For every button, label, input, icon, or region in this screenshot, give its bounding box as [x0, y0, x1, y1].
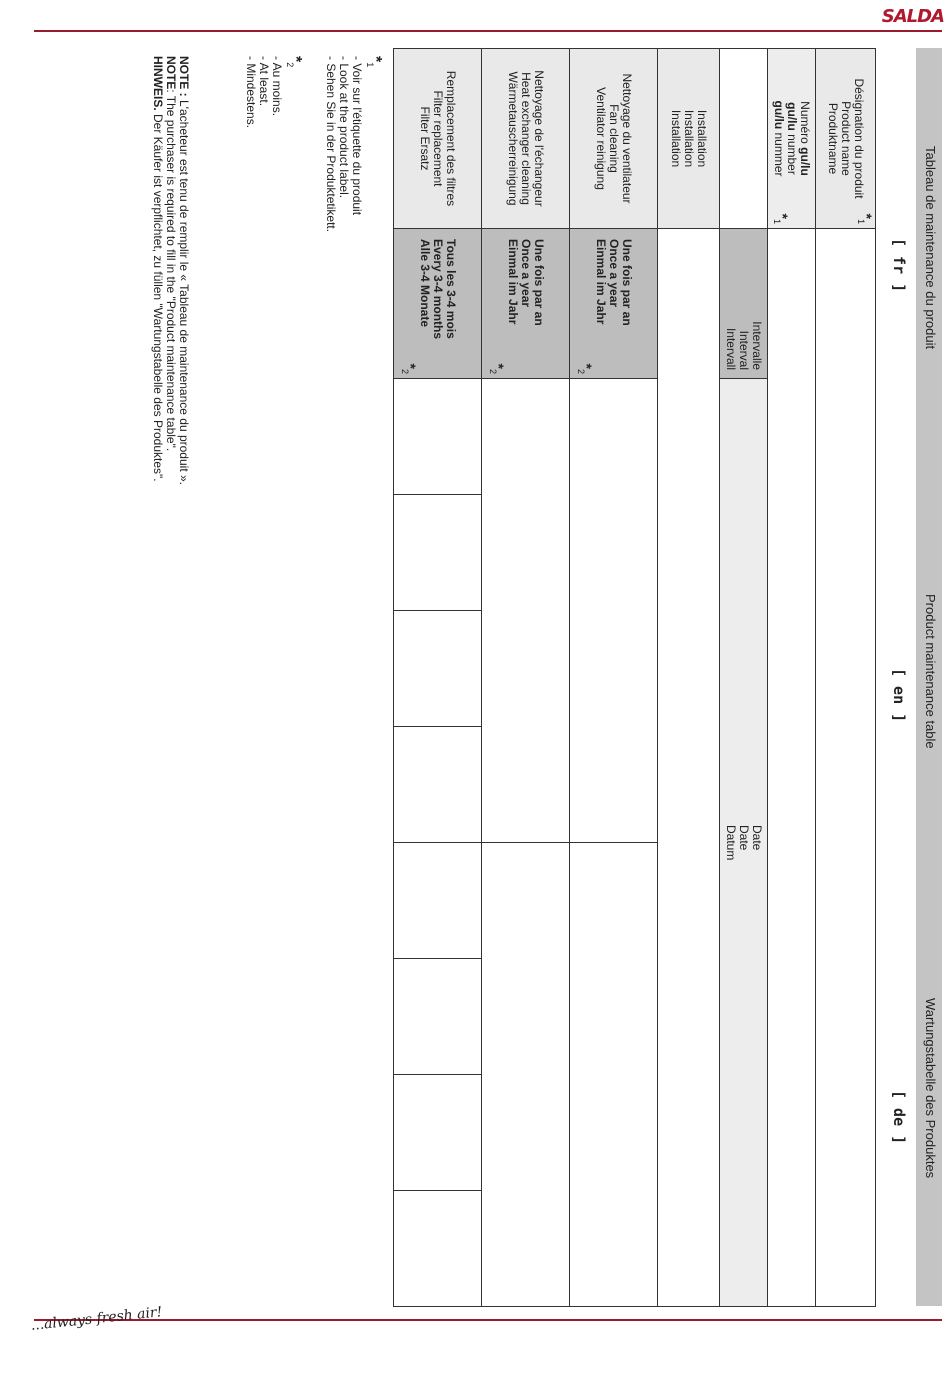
- interval-cell: Une fois par an Once a year Einmal im Jahr $*_2$: [570, 229, 658, 379]
- date-entry[interactable]: [482, 843, 570, 1307]
- footnote-2: $*_2$ - Au moins. - At least. - Mindestens.: [243, 56, 304, 129]
- task-label: Nettoyage de l'échangeur Heat exchanger cleaning Wärmetauscherreinigung: [482, 49, 570, 229]
- product-name-label: Désignation du produit Product name Produktname $*_1$: [816, 49, 876, 229]
- product-number-label: Numéro gu/lu gu/lu number gu/lu nummer $*_1$: [768, 49, 816, 229]
- product-number-row: [768, 49, 816, 1307]
- footnote-mark: $*_2$: [488, 363, 507, 374]
- header-row: [720, 49, 768, 1307]
- date-entry[interactable]: [394, 379, 482, 495]
- top-rule: [34, 30, 942, 32]
- task-label: Nettoyage du ventilateur Fan cleaning Ventilator reinigung: [570, 49, 658, 229]
- maintenance-row: [394, 49, 482, 1307]
- slogan: ...always fresh air!: [30, 1304, 163, 1334]
- date-header: Date Date Datum: [720, 379, 768, 1307]
- footnote-mark: $*_1$: [856, 213, 875, 224]
- installation-entry[interactable]: [658, 229, 720, 1307]
- title-bar: [916, 48, 942, 1306]
- title-de: Wartungstabelle des Produktes: [923, 998, 938, 1179]
- footnote-1: $*_1$ - Voir sur l'étiquette du produit - Look at the product label. - Sehen Sie in der Produktetikett.: [323, 56, 384, 233]
- salda-logo: SALDA: [881, 6, 944, 27]
- title-en: Product maintenance table: [923, 594, 938, 749]
- date-entry[interactable]: [394, 495, 482, 611]
- title-fr: Tableau de maintenance du produit: [923, 146, 938, 350]
- product-number-entry[interactable]: [768, 229, 816, 1307]
- footnote-mark: $*_1$: [772, 213, 791, 224]
- maintenance-row: [482, 49, 570, 1307]
- bottom-rule: [34, 1319, 942, 1321]
- interval-cell: Une fois par an Once a year Einmal im Jahr $*_2$: [482, 229, 570, 379]
- lang-de: [ de ]: [890, 1090, 908, 1145]
- date-entry[interactable]: [394, 843, 482, 959]
- maintenance-row: [570, 49, 658, 1307]
- interval-cell: Tous les 3-4 mois Every 3-4 months Alle 3-4 Monate $*_2$: [394, 229, 482, 379]
- installation-label: Installation Installation Installation: [658, 49, 720, 229]
- purchaser-notes: NOTE : L'acheteur est tenu de remplir le « Tableau de maintenance du produit ». NOTE: The purchaser is required to fill in the "Product maintenance table". HINWEIS. Der Käufer ist verpflichtet, zu füllen "Wartungstabelle des Produktes".: [151, 56, 191, 485]
- language-row: [884, 48, 914, 1306]
- lang-fr: [ fr ]: [890, 238, 908, 293]
- header-empty-cell: [720, 49, 768, 229]
- installation-row: [658, 49, 720, 1307]
- date-entry[interactable]: [394, 611, 482, 727]
- date-entry[interactable]: [394, 1191, 482, 1307]
- rotated-content: [32, 48, 942, 1306]
- date-entry[interactable]: [570, 843, 658, 1307]
- footnote-mark: $*_2$: [400, 363, 419, 374]
- date-entry[interactable]: [482, 379, 570, 843]
- maintenance-table: [393, 48, 876, 1307]
- interval-header: Intervalle Interval Intervall: [720, 229, 768, 379]
- task-label: Remplacement des filtres Filter replacement Filter Ersatz: [394, 49, 482, 229]
- date-entry[interactable]: [394, 1075, 482, 1191]
- footnote-mark: $*_2$: [576, 363, 595, 374]
- date-entry[interactable]: [570, 379, 658, 843]
- date-entry[interactable]: [394, 727, 482, 843]
- date-entry[interactable]: [394, 959, 482, 1075]
- lang-en: [ en ]: [890, 668, 908, 723]
- product-name-row: [816, 49, 876, 1307]
- product-name-entry[interactable]: [816, 229, 876, 1307]
